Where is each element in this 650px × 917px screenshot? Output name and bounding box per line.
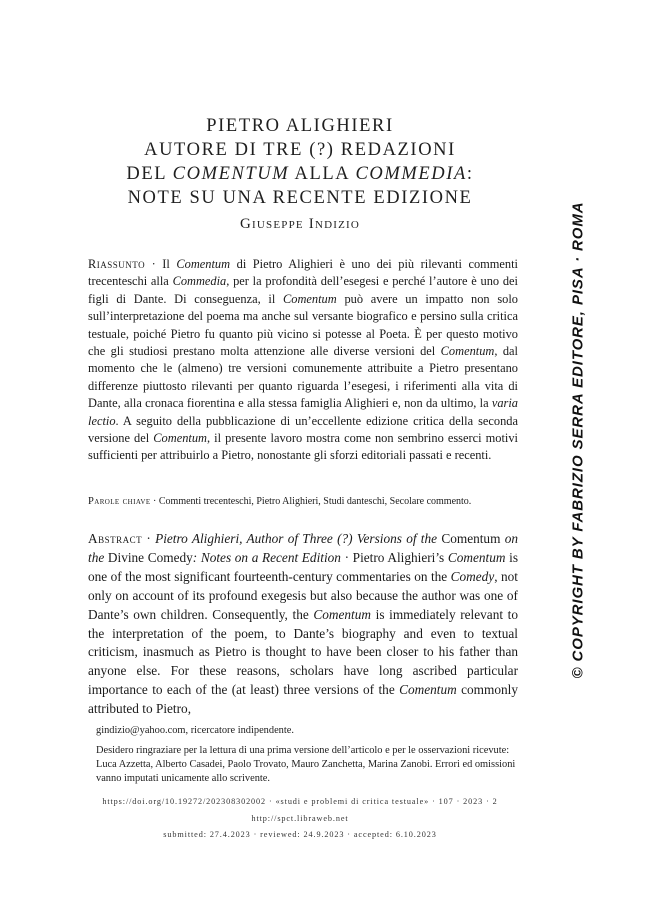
italic-text: Comentum [440, 344, 495, 359]
title-text: ALLA [289, 164, 356, 184]
text: . A seguito della pubblicazione di un’eccellente edizione critica della seconda versione del [88, 413, 518, 446]
text: , not only on account of its profound exegesis but also because the author was one of Dante’s own children. Consequently, the [88, 568, 519, 622]
text: può avere un impatto non solo sull’interpretazione del poema ma anche sul versante biografico e persino sulla critica testuale, poiché Pietro fu quanto più vicino si potesse al Poeta. È per questo motivo che gli studiosi prestano molta attenzione alle diverse versioni del [88, 291, 518, 359]
separator: · [145, 257, 163, 271]
text: · Pietro Alighieri’s [340, 549, 448, 565]
italic-text: Comentum [313, 606, 371, 622]
text: is immediately relevant to the interpretation of the poem, to Dante’s biography and even to textual criticism, inasmuch as Pietro is thought to have been closer to his father than anyone else. For these reasons, scholars have long ascribed particular importance to each of the (at least) three versions of the [88, 606, 519, 698]
italic-text: on the [88, 531, 519, 565]
italic-text: Comedy [450, 568, 495, 584]
riassunto-label: Riassunto [88, 257, 146, 271]
title-italic-commedia: COMMEDIA [355, 164, 467, 184]
doi-line: https://doi.org/10.19272/202308302002 · «studi e problemi di critica testuale» · 107 · 2023 · 2 [102, 797, 498, 806]
title-text: DEL [126, 164, 173, 184]
text: commonly attributed to Pietro, [88, 682, 518, 717]
abstract-paragraph [88, 530, 518, 719]
keywords-label: Parole chiave [88, 496, 151, 507]
text: , dal momento che le (almeno) tre versioni comunemente attribuite a Pietro presentano differenze piuttosto rilevanti per quanto riguarda l’esegesi, i riferimenti alla vita di Dante, alla cronaca fiorentina e alla stessa famiglia Alighieri e, non da ultimo, la [88, 344, 518, 411]
keywords-paragraph [88, 495, 518, 508]
riassunto-paragraph [88, 256, 518, 465]
text: Il [162, 257, 177, 271]
title-text: : [466, 164, 474, 184]
title-line-1: PIETRO ALIGHIERI [206, 116, 394, 136]
italic-text: Comentum [399, 682, 457, 698]
italic-text: Pietro Alighieri, Author of Three (?) Versions of the [155, 531, 442, 546]
title-line-3 [88, 162, 512, 186]
footnote-acknowledgements: Desidero ringraziare per la lettura di una prima versione dell’articolo e per le osservazioni ricevute: Luca Azzetta, Alberto Casadei, Paolo Trovato, Mauro Zanchetta, Marina Zanobi. Errori ed omissioni vanno imputati unicamente allo scrivente. [96, 745, 516, 784]
italic-text: Commedia [172, 274, 227, 289]
text: Divine Comedy [107, 549, 193, 565]
footnote-contact: gindizio@yahoo.com, ricercatore indipendente. [96, 725, 294, 736]
italic-text: Comentum [283, 291, 337, 306]
text: , il presente lavoro mostra come non sembrino esserci motivi sufficienti per attribuirlo a Pietro, nonostante gli sforzi editoriali passati e recenti. [88, 431, 519, 463]
title-line-2: AUTORE DI TRE (?) REDAZIONI [144, 140, 456, 160]
text: Comentum [441, 531, 501, 546]
italic-text: Comentum [447, 549, 506, 565]
italic-text: varia lectio [88, 396, 518, 428]
copyright-text: © COPYRIGHT BY FABRIZIO SERRA EDITORE, PISA · ROMA [569, 201, 587, 679]
separator: · [142, 531, 156, 546]
text: is one of the most significant fourteenth-century commentaries on the [88, 549, 518, 584]
abstract-label: Abstract [88, 531, 143, 546]
submission-dates: submitted: 27.4.2023 · reviewed: 24.9.2023 · accepted: 6.10.2023 [163, 830, 437, 839]
italic-text: Comentum [176, 257, 231, 271]
italic-text: : Notes on a Recent Edition [192, 549, 341, 565]
author-name: Giuseppe Indizio [239, 216, 361, 232]
text: di Pietro Alighieri è uno dei più rilevanti commenti trecenteschi alla [88, 257, 518, 289]
journal-url: http://spct.libraweb.net [251, 814, 349, 823]
title-italic-comentum: COMENTUM [172, 164, 290, 184]
italic-text: Comentum [153, 431, 207, 446]
title-line-4: NOTE SU UNA RECENTE EDIZIONE [127, 188, 473, 208]
text: , per la profondità dell’esegesi e perché l’autore è uno dei figli di Dante. Di conseguenza, il [88, 274, 519, 306]
keywords-text: · Commenti trecenteschi, Pietro Alighieri, Studi danteschi, Secolare commento. [150, 496, 472, 507]
article-title [88, 114, 512, 210]
